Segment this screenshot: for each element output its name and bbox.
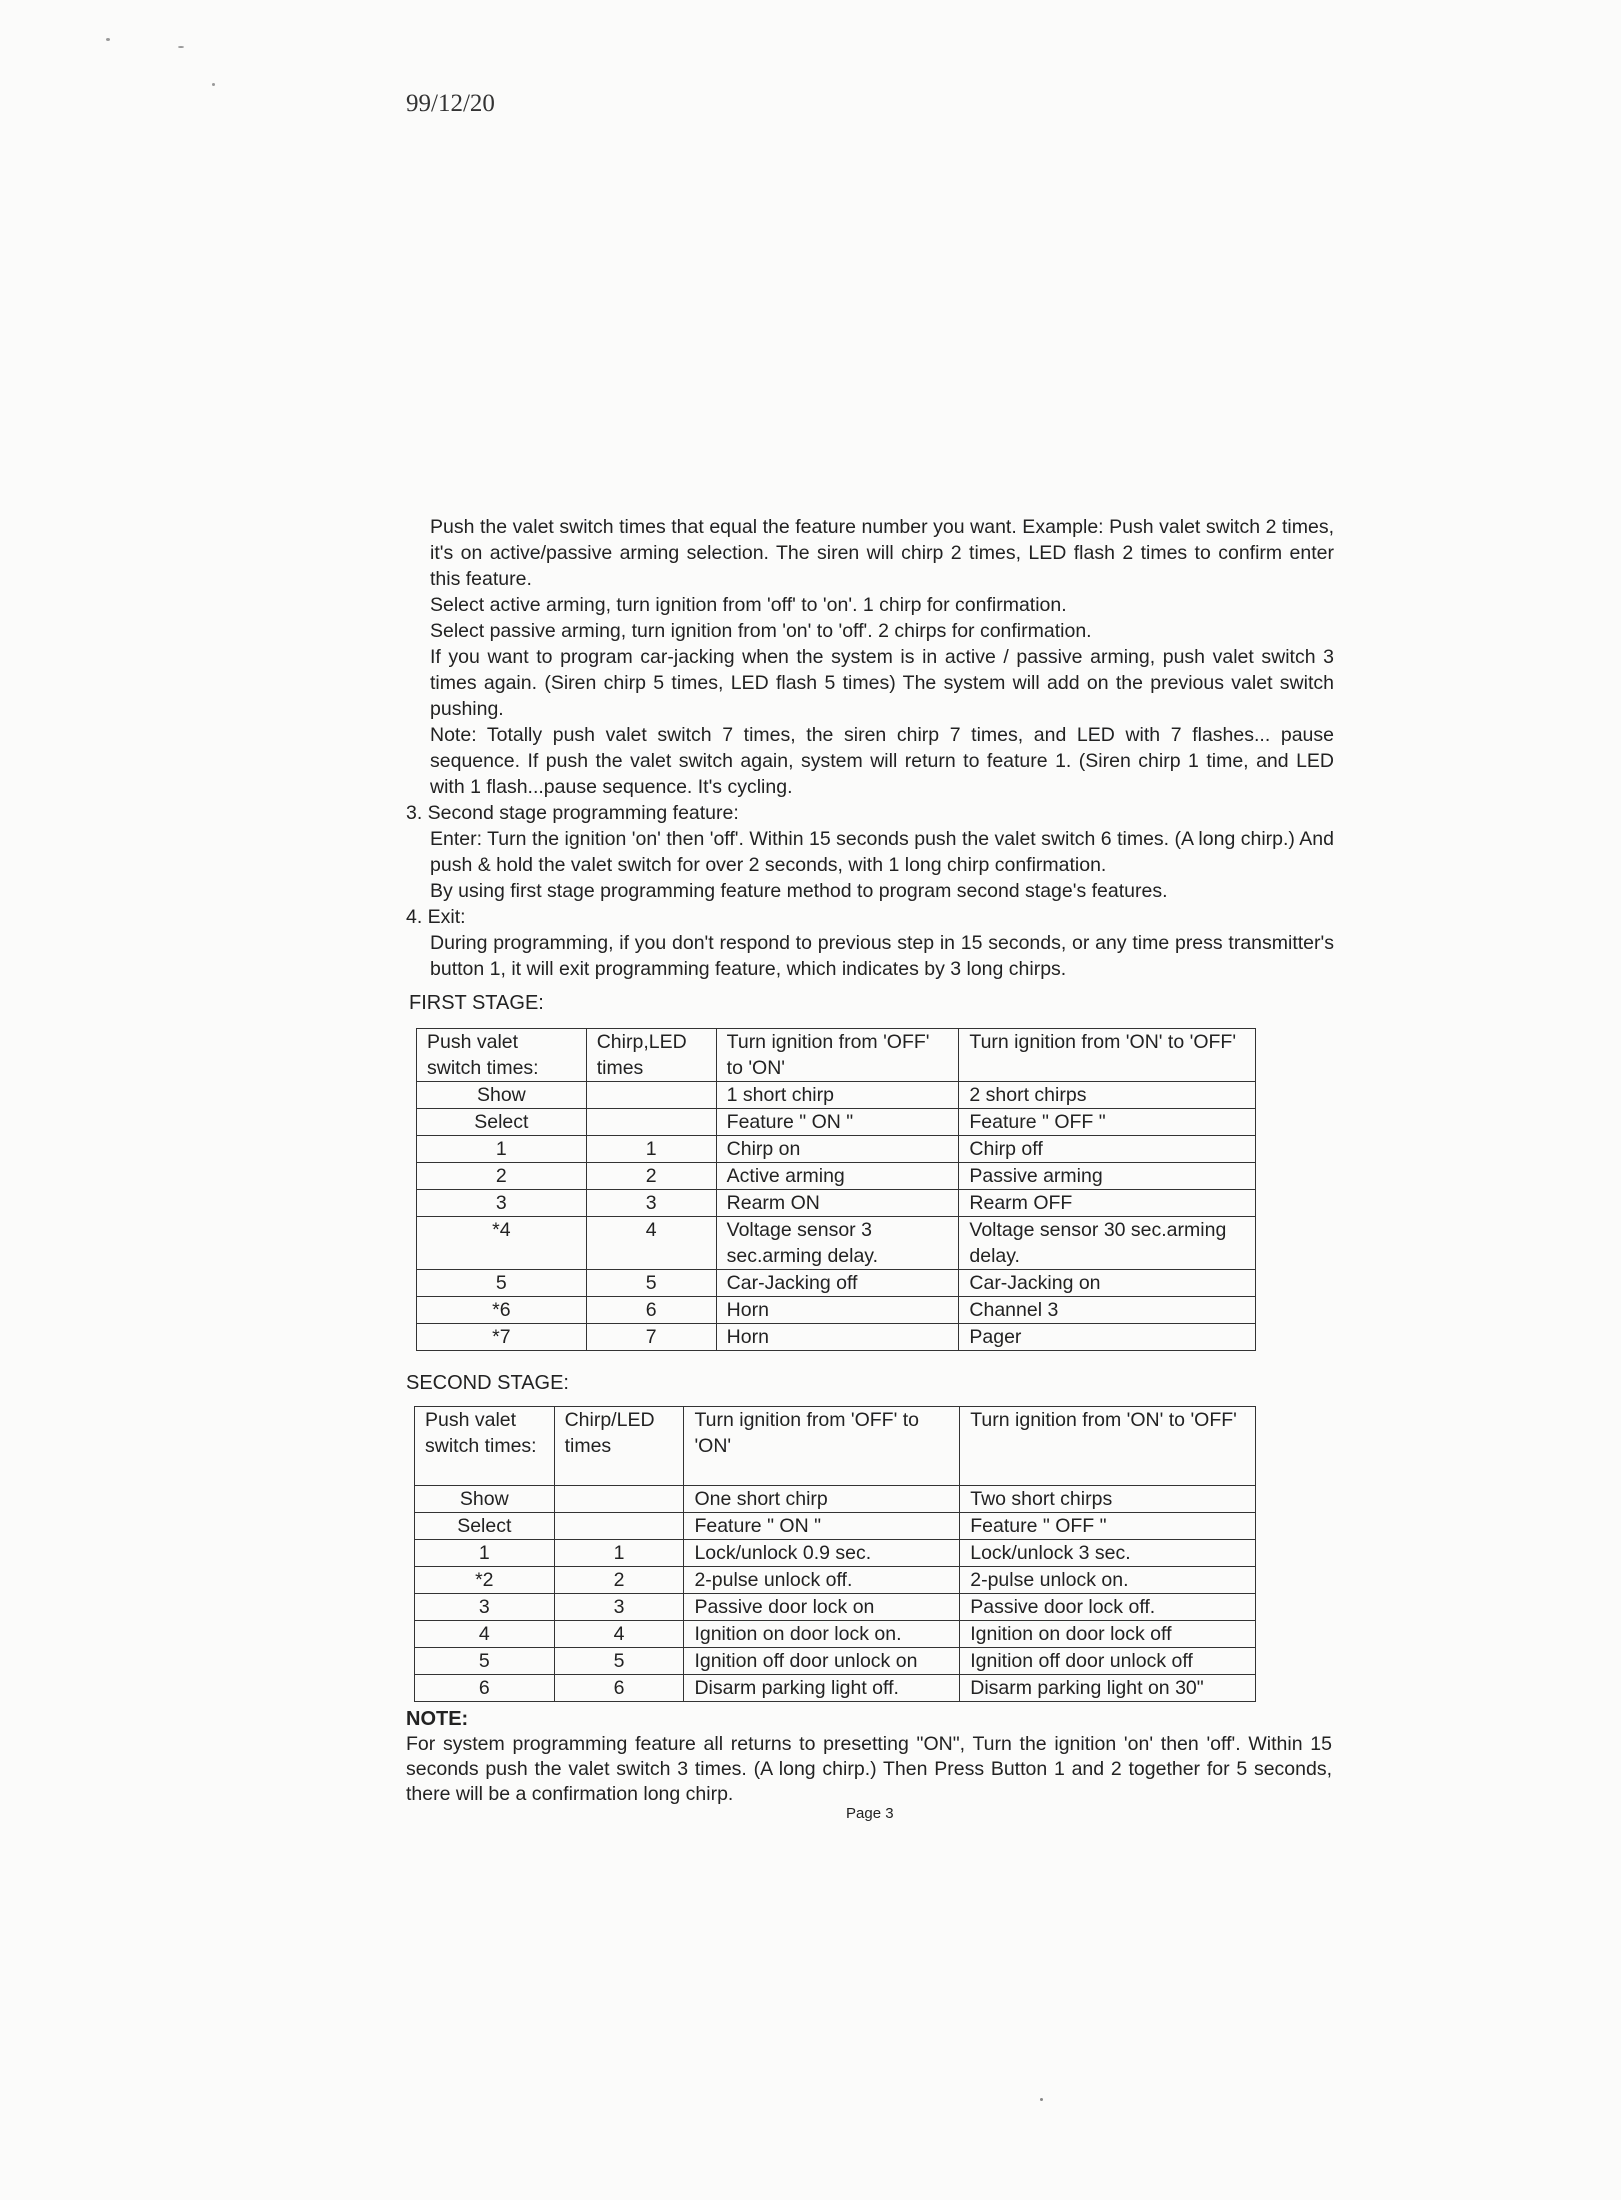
paragraph: Note: Totally push valet switch 7 times, the siren chirp 7 times, and LED with 7 flashes... pause sequence. If push the valet switch again, system will return to feature 1. (Siren chirp 1 time, and LED with 1 flash...pause sequence. It's cycling.	[430, 724, 1334, 798]
table-row	[417, 1217, 1256, 1270]
table-row	[417, 1297, 1256, 1324]
table-cell: Two short chirps	[960, 1486, 1256, 1513]
table-cell: One short chirp	[684, 1486, 960, 1513]
table-cell: Rearm OFF	[959, 1190, 1256, 1217]
paragraph: By using first stage programming feature method to program second stage's features.	[430, 880, 1168, 902]
table-row	[417, 1324, 1256, 1351]
note-title: NOTE:	[406, 1708, 469, 1730]
table-cell: 5	[586, 1270, 716, 1297]
table-cell: *6	[417, 1297, 587, 1324]
paragraph: If you want to program car-jacking when the system is in active / passive arming, push valet switch 3 times again. (Siren chirp 5 times, LED flash 5 times) The system will add on the previous valet switch pushing.	[430, 646, 1334, 720]
table-row	[417, 1190, 1256, 1217]
table-cell: Show	[415, 1486, 555, 1513]
second-stage-label: SECOND STAGE:	[406, 1372, 569, 1394]
table-cell: 1	[554, 1540, 684, 1567]
first-stage-label: FIRST STAGE:	[409, 992, 544, 1014]
table-header-row	[415, 1407, 1256, 1486]
table-cell	[586, 1109, 716, 1136]
table-row	[417, 1136, 1256, 1163]
table-cell: Feature " ON "	[684, 1513, 960, 1540]
table-cell: Chirp on	[716, 1136, 959, 1163]
table-cell: *4	[417, 1217, 587, 1270]
scan-speck	[1040, 2098, 1043, 2101]
table-row	[415, 1594, 1256, 1621]
table-cell: 5	[415, 1648, 555, 1675]
table-cell: 2	[417, 1163, 587, 1190]
paragraph: Select passive arming, turn ignition from 'on' to 'off'. 2 chirps for confirmation.	[430, 620, 1092, 642]
table-cell: 2-pulse unlock on.	[960, 1567, 1256, 1594]
column-header: Turn ignition from 'OFF' to 'ON'	[716, 1029, 959, 1082]
scan-speck	[212, 83, 215, 86]
page-number: Page 3	[846, 1805, 894, 1822]
table-cell: 3	[417, 1190, 587, 1217]
table-cell	[554, 1513, 684, 1540]
table-cell: Horn	[716, 1297, 959, 1324]
table-cell: Rearm ON	[716, 1190, 959, 1217]
table-cell: 5	[554, 1648, 684, 1675]
table-cell: Ignition on door lock off	[960, 1621, 1256, 1648]
table-cell: 6	[554, 1675, 684, 1702]
table-cell: 1	[415, 1540, 555, 1567]
table-cell	[554, 1486, 684, 1513]
table-cell: Disarm parking light off.	[684, 1675, 960, 1702]
table-row	[415, 1513, 1256, 1540]
column-header: Push valet switch times:	[417, 1029, 587, 1082]
table-row	[415, 1648, 1256, 1675]
instructions-body	[406, 514, 1334, 982]
table-cell	[586, 1082, 716, 1109]
table-row	[417, 1163, 1256, 1190]
column-header: Chirp,LED times	[586, 1029, 716, 1082]
table-cell: Car-Jacking off	[716, 1270, 959, 1297]
scan-speck	[178, 46, 184, 48]
second-stage-table	[414, 1406, 1256, 1702]
table-cell: Chirp off	[959, 1136, 1256, 1163]
table-cell: 3	[586, 1190, 716, 1217]
table-cell: 2 short chirps	[959, 1082, 1256, 1109]
table-header-row	[417, 1029, 1256, 1082]
table-cell: Disarm parking light on 30"	[960, 1675, 1256, 1702]
table-row	[415, 1621, 1256, 1648]
table-cell: Car-Jacking on	[959, 1270, 1256, 1297]
note-body: For system programming feature all returns to presetting "ON", Turn the ignition 'on' then 'off'. Within 15 seconds push the valet switch 3 times. (A long chirp.) Then Press Button 1 and 2 together for 5 seconds, there will be a confirmation long chirp.	[406, 1733, 1332, 1805]
table-row	[417, 1270, 1256, 1297]
table-cell: Ignition on door lock on.	[684, 1621, 960, 1648]
column-header: Chirp/LED times	[554, 1407, 684, 1486]
table-cell: Ignition off door unlock off	[960, 1648, 1256, 1675]
table-cell: Lock/unlock 3 sec.	[960, 1540, 1256, 1567]
table-cell: Passive door lock on	[684, 1594, 960, 1621]
first-stage-table	[416, 1028, 1256, 1351]
table-cell: 2	[554, 1567, 684, 1594]
table-row	[415, 1675, 1256, 1702]
table-cell: 2-pulse unlock off.	[684, 1567, 960, 1594]
table-cell: 3	[554, 1594, 684, 1621]
column-header: Turn ignition from 'ON' to 'OFF'	[959, 1029, 1256, 1082]
table-cell: Ignition off door unlock on	[684, 1648, 960, 1675]
paragraph: During programming, if you don't respond to previous step in 15 seconds, or any time press transmitter's button 1, it will exit programming feature, which indicates by 3 long chirps.	[430, 932, 1334, 980]
paragraph: Push the valet switch times that equal the feature number you want. Example: Push valet switch 2 times, it's on active/passive arming selection. The siren will chirp 2 times, LED flash 2 times to confirm enter this feature.	[430, 516, 1334, 590]
table-cell: 4	[415, 1621, 555, 1648]
section-heading: 4. Exit:	[406, 906, 466, 928]
table-cell: 1	[586, 1136, 716, 1163]
table-row	[417, 1109, 1256, 1136]
paragraph: Select active arming, turn ignition from 'off' to 'on'. 1 chirp for confirmation.	[430, 594, 1067, 616]
scan-speck	[106, 38, 110, 41]
table-cell: Active arming	[716, 1163, 959, 1190]
table-cell: 1 short chirp	[716, 1082, 959, 1109]
table-cell: *7	[417, 1324, 587, 1351]
table-cell: Feature " OFF "	[960, 1513, 1256, 1540]
column-header: Push valet switch times:	[415, 1407, 555, 1486]
table-cell: Horn	[716, 1324, 959, 1351]
table-row	[415, 1540, 1256, 1567]
table-row	[417, 1082, 1256, 1109]
table-cell: Lock/unlock 0.9 sec.	[684, 1540, 960, 1567]
table-cell: 3	[415, 1594, 555, 1621]
column-header: Turn ignition from 'OFF' to 'ON'	[684, 1407, 960, 1486]
table-cell: Voltage sensor 3 sec.arming delay.	[716, 1217, 959, 1270]
table-cell: 1	[417, 1136, 587, 1163]
table-cell: Passive door lock off.	[960, 1594, 1256, 1621]
table-cell: Pager	[959, 1324, 1256, 1351]
table-cell: 4	[554, 1621, 684, 1648]
table-cell: Select	[415, 1513, 555, 1540]
table-row	[415, 1567, 1256, 1594]
table-cell: 6	[586, 1297, 716, 1324]
paragraph: Enter: Turn the ignition 'on' then 'off'. Within 15 seconds push the valet switch 6 times. (A long chirp.) And push & hold the valet switch for over 2 seconds, with 1 long chirp confirmation.	[430, 828, 1334, 876]
table-cell: Feature " OFF "	[959, 1109, 1256, 1136]
table-cell: Passive arming	[959, 1163, 1256, 1190]
table-cell: Select	[417, 1109, 587, 1136]
document-date: 99/12/20	[406, 90, 495, 117]
table-cell: 6	[415, 1675, 555, 1702]
table-cell: Feature " ON "	[716, 1109, 959, 1136]
table-cell: 5	[417, 1270, 587, 1297]
section-heading: 3. Second stage programming feature:	[406, 802, 739, 824]
table-cell: 4	[586, 1217, 716, 1270]
table-cell: Show	[417, 1082, 587, 1109]
table-row	[415, 1486, 1256, 1513]
table-cell: Voltage sensor 30 sec.arming delay.	[959, 1217, 1256, 1270]
table-cell: *2	[415, 1567, 555, 1594]
table-cell: 7	[586, 1324, 716, 1351]
table-cell: Channel 3	[959, 1297, 1256, 1324]
table-cell: 2	[586, 1163, 716, 1190]
column-header: Turn ignition from 'ON' to 'OFF'	[960, 1407, 1256, 1486]
